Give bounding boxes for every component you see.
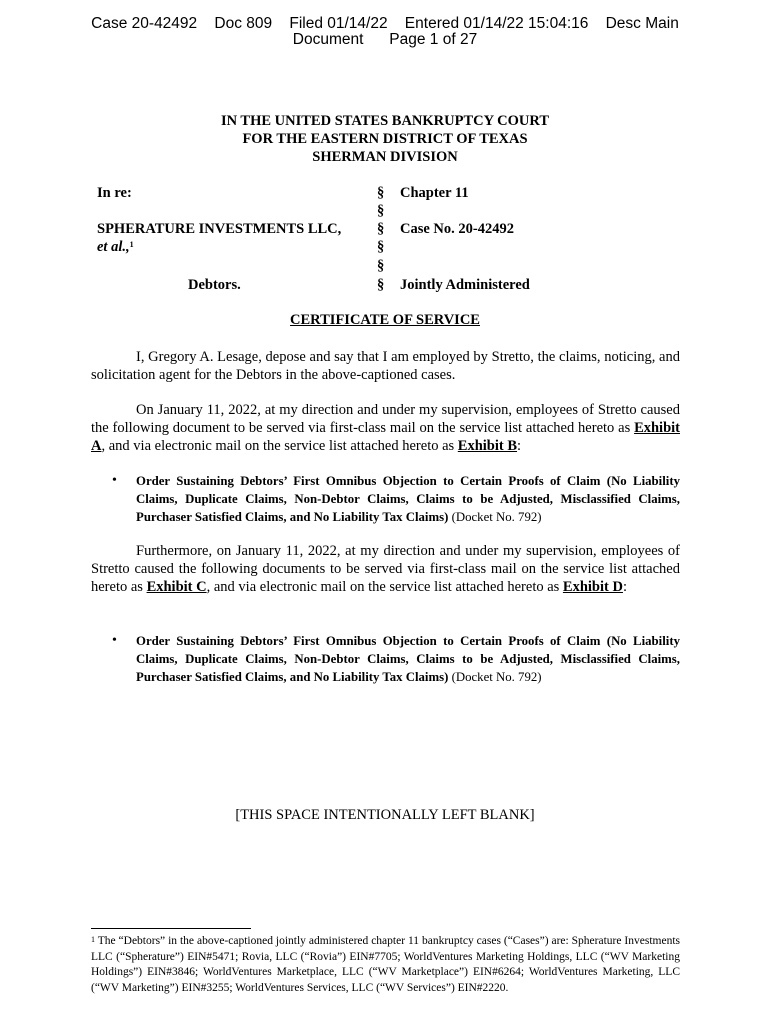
section-symbol: § <box>377 203 385 219</box>
paragraph-3 <box>91 542 680 596</box>
paragraph-2-end: : <box>517 438 522 454</box>
bullet-item-1-docket: (Docket No. 792) <box>448 510 542 524</box>
bullet-marker: • <box>112 473 117 488</box>
bullet-item-2 <box>136 632 680 686</box>
blank-space-notice: [THIS SPACE INTENTIONALLY LEFT BLANK] <box>235 807 535 823</box>
bullet-item-2-docket: (Docket No. 792) <box>448 670 542 684</box>
court-division: SHERMAN DIVISION <box>312 149 458 165</box>
section-symbol: § <box>377 221 385 237</box>
footnote-number: 1 <box>91 935 95 944</box>
paragraph-3-end: : <box>622 579 627 595</box>
exhibit-a-ref: Exhibit A <box>91 420 680 454</box>
exhibit-b-ref: Exhibit B <box>457 438 518 454</box>
paragraph-3-mid: , and via electronic mail on the service list attached hereto as <box>206 579 563 595</box>
section-symbol: § <box>377 239 385 255</box>
case-number: Case No. 20-42492 <box>400 221 514 237</box>
exhibit-c-ref: Exhibit C <box>146 579 207 595</box>
section-symbol: § <box>377 277 385 293</box>
paragraph-2-text: On January 11, 2022, at my direction and under my supervision, employees of Stretto caused the following document to be served via first-class mail on the service list attached hereto as <box>91 402 680 436</box>
section-symbol: § <box>377 185 385 201</box>
debtor-name: SPHERATURE INVESTMENTS LLC, <box>97 221 342 237</box>
bullet-item-1-title: Order Sustaining Debtors’ First Omnibus Objection to Certain Proofs of Claim (No Liability Claims, Duplicate Claims, Non-Debtor Claims, Claims to be Adjusted, Misclassified Claims, Purchaser Satisfied Claims, and No Liability Tax Claims) <box>136 474 680 524</box>
jointly-administered: Jointly Administered <box>400 277 530 293</box>
bullet-item-2-title: Order Sustaining Debtors’ First Omnibus Objection to Certain Proofs of Claim (No Liability Claims, Duplicate Claims, Non-Debtor Claims, Claims to be Adjusted, Misclassified Claims, Purchaser Satisfied Claims, and No Liability Tax Claims) <box>136 634 680 684</box>
debtors-label: Debtors. <box>188 277 241 293</box>
footnote-divider <box>91 928 251 929</box>
footnote-ref: 1 <box>129 240 134 249</box>
bullet-item-1 <box>136 472 680 526</box>
ecf-header-line-2: Document Page 1 of 27 <box>292 31 478 48</box>
footnote-text: The “Debtors” in the above-captioned jointly administered chapter 11 bankruptcy cases (“Cases”) are: Spherature Investments LLC (“Spherature”) EIN#5471; Rovia, LLC (“Rovia”) EIN#7705; WorldVentures Marketing Holdings, LLC (“WV Marketing Holdings”) EIN#3846; WorldVentures Marketplace, LLC (“WV Marketplace”) EIN#6264; WorldVentures Marketing, LLC (“WV Marketing”) EIN#3255; WorldVentures Services, LLC (“WV Services”) EIN#2220. <box>91 935 680 994</box>
court-name-line-1: IN THE UNITED STATES BANKRUPTCY COURT <box>220 113 550 129</box>
paragraph-2 <box>91 401 680 455</box>
chapter-label: Chapter 11 <box>400 185 469 201</box>
ecf-header-line-1: Case 20-42492 Doc 809 Filed 01/14/22 Entered 01/14/22 15:04:16 Desc Main <box>91 15 679 32</box>
footnote-1 <box>91 934 680 996</box>
paragraph-3-text: Furthermore, on January 11, 2022, at my direction and under my supervision, employees of Stretto caused the following documents to be served via first-class mail on the service list attached hereto as <box>91 543 680 595</box>
paragraph-1: I, Gregory A. Lesage, depose and say that I am employed by Stretto, the claims, noticing, and solicitation agent for the Debtors in the above-captioned cases. <box>91 349 680 383</box>
section-symbol: § <box>377 258 385 274</box>
exhibit-d-ref: Exhibit D <box>562 579 623 595</box>
document-title: CERTIFICATE OF SERVICE <box>290 312 480 328</box>
et-al-line <box>97 238 134 256</box>
paragraph-2-mid: , and via electronic mail on the service list attached hereto as <box>101 438 458 454</box>
court-name-line-2: FOR THE EASTERN DISTRICT OF TEXAS <box>242 131 528 147</box>
et-al: et al., <box>97 239 130 255</box>
bullet-marker: • <box>112 633 117 648</box>
in-re-label: In re: <box>97 185 132 201</box>
